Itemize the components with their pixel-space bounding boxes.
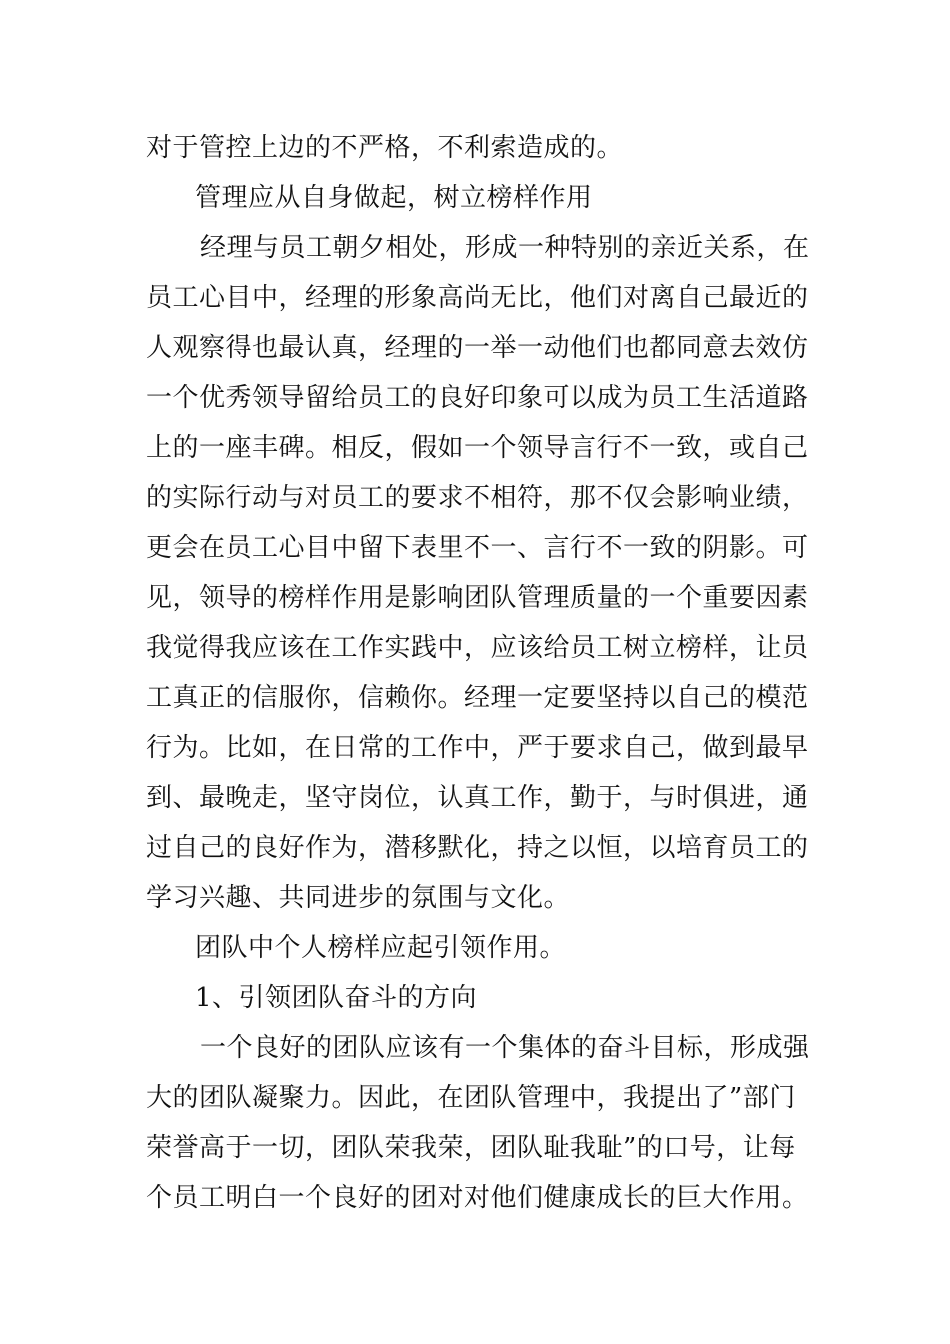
text-line: 对于管控上边的不严格，不利索造成的。 — [146, 133, 624, 163]
text-line: 一个良好的团队应该有一个集体的奋斗目标，形成强 — [200, 1033, 810, 1063]
text-line: 到、最晚走，坚守岗位，认真工作，勤于，与时俱进，通 — [146, 783, 809, 813]
text-line: 更会在员工心目中留下表里不一、言行不一致的阴影。可 — [146, 533, 809, 563]
text-line: 上的一座丰碑。相反，假如一个领导言行不一致，或自己 — [146, 433, 809, 463]
text-line: 一个优秀领导留给员工的良好印象可以成为员工生活道路 — [146, 383, 809, 413]
text-line: 人观察得也最认真，经理的一举一动他们也都同意去效仿 — [146, 333, 809, 363]
text-line: 的实际行动与对员工的要求不相符，那不仅会影响业绩， — [146, 483, 809, 513]
text-line: 工真正的信服你，信赖你。经理一定要坚持以自己的模范 — [146, 683, 809, 713]
section-heading: 管理应从自身做起，树立榜样作用 — [195, 183, 593, 213]
numbered-heading: 1、引领团队奋斗的方向 — [195, 983, 478, 1013]
section-heading: 团队中个人榜样应起引领作用。 — [195, 933, 567, 963]
text-line: 过自己的良好作为，潜移默化，持之以恒，以培育员工的 — [146, 833, 809, 863]
text-line: 员工心目中，经理的形象高尚无比，他们对离自己最近的 — [146, 283, 809, 313]
text-line: 个员工明白一个良好的团对对他们健康成长的巨大作用。 — [146, 1183, 809, 1213]
text-line: 我觉得我应该在工作实践中，应该给员工树立榜样，让员 — [146, 633, 809, 663]
text-line: 荣誉高于一切，团队荣我荣，团队耻我耻”的口号，让每 — [146, 1133, 796, 1163]
text-line: 大的团队凝聚力。因此，在团队管理中，我提出了”部门 — [146, 1083, 796, 1113]
text-line: 行为。比如，在日常的工作中，严于要求自己，做到最早 — [146, 733, 809, 763]
text-line: 学习兴趣、共同进步的氛围与文化。 — [146, 883, 571, 913]
text-line: 经理与员工朝夕相处，形成一种特别的亲近关系，在 — [200, 233, 810, 263]
text-line: 见，领导的榜样作用是影响团队管理质量的一个重要因素 — [146, 583, 809, 613]
